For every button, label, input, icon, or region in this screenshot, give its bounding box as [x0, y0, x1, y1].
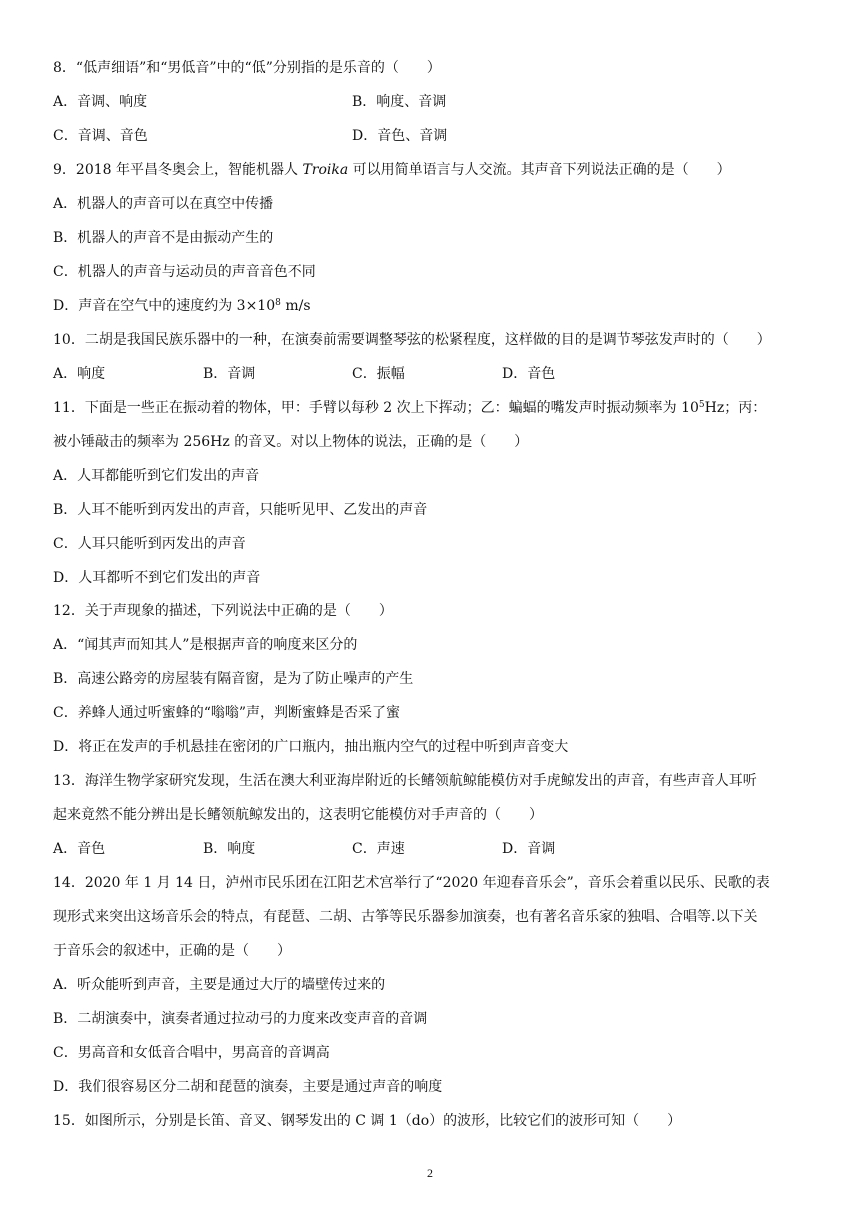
question-12-option-d: D．将正在发声的手机悬挂在密闭的广口瓶内，抽出瓶内空气的过程中听到声音变大 — [53, 739, 569, 755]
question-15-stem: 15．如图所示，分别是长笛、音叉、钢琴发出的 C 调 1（do）的波形，比较它们的波形可知（ ） — [53, 1113, 682, 1129]
question-11-option-c: C．人耳只能听到丙发出的声音 — [53, 536, 246, 552]
question-9-stem-text-end: 可以用简单语言与人交流。其声音下列说法正确的是（ ） — [348, 162, 731, 178]
question-14-option-d: D．我们很容易区分二胡和琵琶的演奏，主要是通过声音的响度 — [53, 1079, 443, 1095]
question-12-option-b: B．高速公路旁的房屋装有隔音窗，是为了防止噪声的产生 — [53, 671, 414, 687]
question-10-option-a: A．响度 — [53, 366, 106, 382]
question-14-option-b: B．二胡演奏中，演奏者通过拉动弓的力度来改变声音的音调 — [53, 1011, 428, 1027]
question-10-option-d: D．音色 — [502, 366, 556, 382]
question-10-option-b: B．音调 — [203, 366, 256, 382]
question-8-option-d: D．音色、音调 — [352, 128, 448, 144]
question-14-stem-line-2: 现形式来突出这场音乐会的特点，有琵琶、二胡、古筝等民乐器参加演奏，也有著名音乐家的独唱、合唱等.以下关 — [53, 909, 758, 925]
question-14-option-c: C．男高音和女低音合唱中，男高音的音调高 — [53, 1045, 330, 1061]
question-9-option-b: B．机器人的声音不是由振动产生的 — [53, 230, 274, 246]
question-9-option-d-exponent: 8 — [275, 298, 281, 308]
question-12-option-a: A．“闻其声而知其人”是根据声音的响度来区分的 — [53, 637, 358, 653]
question-9-option-a: A．机器人的声音可以在真空中传播 — [53, 196, 274, 212]
question-14-stem-line-1: 14．2020 年 1 月 14 日，泸州市民乐团在江阳艺术宫举行了“2020 年迎春音乐会”，音乐会着重以民乐、民歌的表 — [53, 875, 770, 891]
question-13-option-a: A．音色 — [53, 841, 106, 857]
question-12-stem: 12．关于声现象的描述，下列说法中正确的是（ ） — [53, 603, 393, 619]
question-8-stem: 8．“低声细语”和“男低音”中的“低”分别指的是乐音的（ ） — [53, 60, 441, 76]
question-14-option-a: A．听众能听到声音，主要是通过大厅的墙壁传过来的 — [53, 977, 386, 993]
question-14-stem-line-3: 于音乐会的叙述中，正确的是（ ） — [53, 943, 291, 959]
question-10-stem: 10．二胡是我国民族乐器中的一种，在演奏前需要调整琴弦的松紧程度，这样做的目的是调节琴弦发声时的（ ） — [53, 332, 771, 348]
question-8-option-a: A．音调、响度 — [53, 94, 148, 110]
question-11-option-d: D．人耳都听不到它们发出的声音 — [53, 570, 261, 586]
page-number: 2 — [427, 1166, 433, 1180]
question-13-option-b: B．响度 — [203, 841, 256, 857]
question-11-stem-text: 11．下面是一些正在振动着的物体，甲：手臂以每秒 2 次上下挥动；乙：蝙蝠的嘴发声时振动频率为 10 — [53, 400, 699, 416]
question-9-stem-text: 9．2018 年平昌冬奥会上，智能机器人 — [53, 162, 303, 178]
question-9-option-d — [53, 296, 820, 316]
question-13-stem-line-1: 13．海洋生物学家研究发现，生活在澳大利亚海岸附近的长鳍领航鲸能模仿对手虎鲸发出的声音，有些声音人耳听 — [53, 773, 757, 789]
question-8-option-c: C．音调、音色 — [53, 128, 148, 144]
question-9-option-d-unit: m/s — [280, 298, 311, 314]
question-11-stem-text-end: Hz；丙： — [704, 400, 767, 416]
question-11-option-a: A．人耳都能听到它们发出的声音 — [53, 468, 260, 484]
question-10-option-c: C．振幅 — [352, 366, 405, 382]
question-8-option-b: B．响度、音调 — [352, 94, 447, 110]
question-9-robot-name: Troika — [302, 162, 349, 178]
question-9-option-c: C．机器人的声音与运动员的声音音色不同 — [53, 264, 316, 280]
question-13-option-c: C．声速 — [352, 841, 405, 857]
question-13-option-d: D．音调 — [502, 841, 556, 857]
question-9-stem — [53, 160, 820, 180]
question-11-exponent: 5 — [698, 400, 705, 410]
question-13-stem-line-2: 起来竟然不能分辨出是长鳍领航鲸发出的，这表明它能模仿对手声音的（ ） — [53, 807, 543, 823]
question-12-option-c: C．养蜂人通过听蜜蜂的“嗡嗡”声，判断蜜蜂是否采了蜜 — [53, 705, 401, 721]
question-11-option-b: B．人耳不能听到丙发出的声音，只能听见甲、乙发出的声音 — [53, 502, 428, 518]
question-11-stem-line-2: 被小锤敲击的频率为 256Hz 的音叉。对以上物体的说法，正确的是（ ） — [53, 434, 529, 450]
question-9-option-d-text: D．声音在空气中的速度约为 3×10 — [53, 298, 276, 314]
question-11-stem-line-1 — [53, 398, 820, 418]
